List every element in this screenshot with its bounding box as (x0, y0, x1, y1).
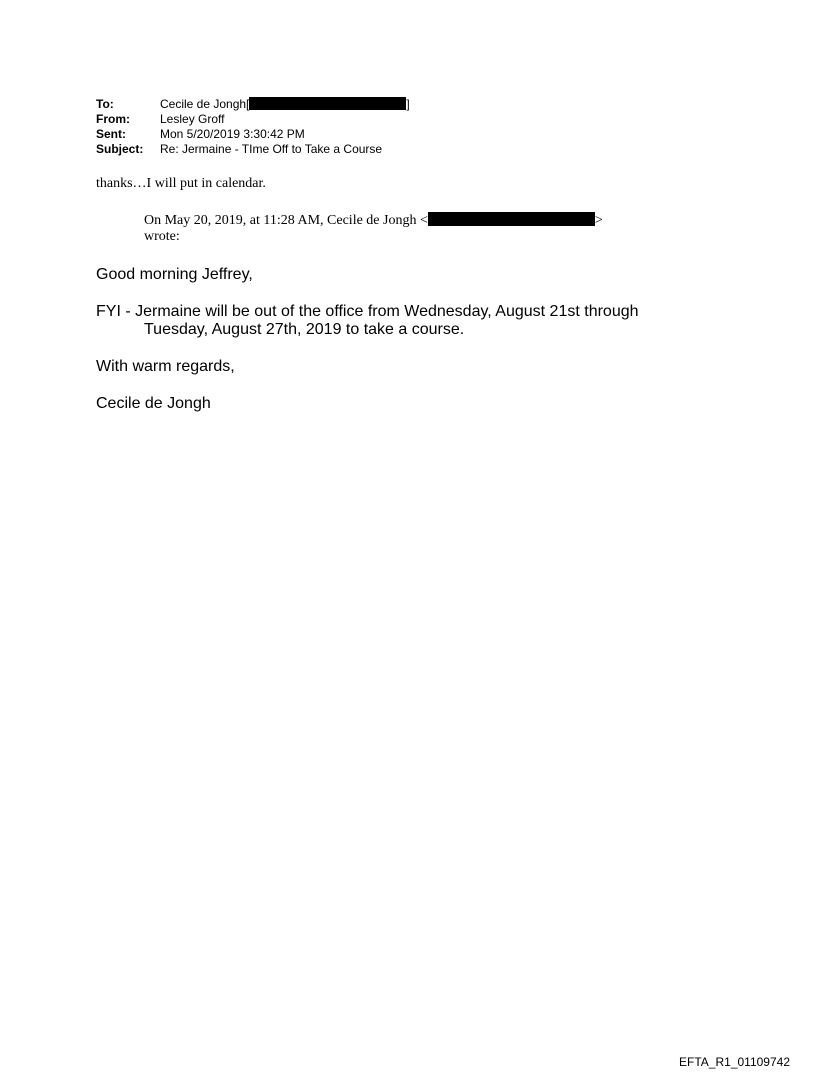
from-value: Lesley Groff (160, 112, 225, 126)
redaction-block (428, 212, 595, 226)
subject-value: Re: Jermaine - TIme Off to Take a Course (160, 142, 383, 156)
sent-label: Sent: (96, 127, 126, 141)
quoted-intro-line (144, 212, 664, 229)
message-line-1: FYI - Jermaine will be out of the office from Wednesday, August 21st through (96, 303, 639, 320)
to-label: To: (96, 97, 114, 111)
message-body (96, 303, 639, 339)
to-suffix: ] (406, 97, 410, 111)
quoted-wrote: wrote: (144, 229, 180, 244)
redaction-block (249, 97, 406, 110)
sent-row (96, 127, 410, 142)
email-header (96, 97, 410, 157)
quoted-intro: On May 20, 2019, at 11:28 AM, Cecile de Jongh < (144, 213, 428, 228)
reply-text: thanks…I will put in calendar. (96, 176, 266, 191)
quoted-intro-suffix: > (594, 213, 603, 228)
to-row (96, 97, 410, 112)
to-value: Cecile de Jongh[ (160, 97, 250, 111)
bates-number: EFTA_R1_01109742 (679, 1055, 790, 1069)
sent-value: Mon 5/20/2019 3:30:42 PM (160, 127, 305, 141)
subject-row (96, 142, 410, 157)
message-line-2: Tuesday, August 27th, 2019 to take a course. (144, 321, 465, 338)
signature: Cecile de Jongh (96, 395, 211, 412)
subject-label: Subject: (96, 142, 144, 156)
from-label: From: (96, 112, 130, 126)
quoted-header (144, 212, 664, 245)
closing: With warm regards, (96, 358, 235, 375)
from-row (96, 112, 410, 127)
greeting: Good morning Jeffrey, (96, 266, 253, 283)
